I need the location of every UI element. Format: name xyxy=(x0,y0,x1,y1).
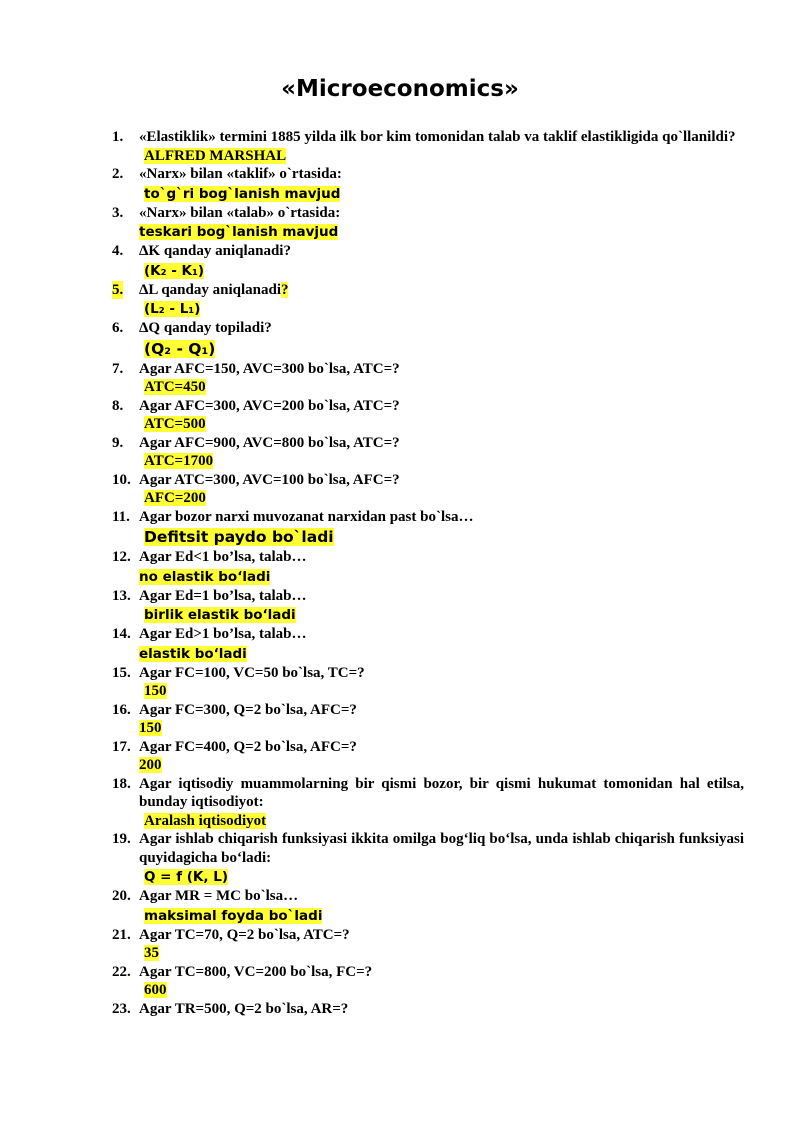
question-text: Agar bozor narxi muvozanat narxidan past bo`lsa… xyxy=(139,508,474,525)
item-number: 9. xyxy=(112,434,124,451)
question-list xyxy=(112,128,744,1018)
answer-text: 35 xyxy=(144,945,159,961)
answer-text: AFC=200 xyxy=(144,490,206,506)
list-item xyxy=(112,1000,744,1019)
answer-text: Aralash iqtisodiyot xyxy=(144,812,267,829)
item-number: 3. xyxy=(112,204,124,221)
item-number: 18. xyxy=(112,775,131,792)
question-text: «Elastiklik» termini 1885 yilda ilk bor kim tomonidan talab va taklif elastikligida qo`llanildi? xyxy=(139,129,736,145)
list-item xyxy=(112,664,744,701)
list-item xyxy=(112,165,744,204)
answer-text: to`g`ri bog`lanish mavjud xyxy=(144,185,341,202)
answer-text: ATC=450 xyxy=(144,379,206,395)
answer-text: birlik elastik bo‘ladi xyxy=(144,607,296,623)
question-text: Agar iqtisodiy muammolarning bir qismi bozor, bir qismi hukumat tomonidan hal etilsa, bunday iqtisodiyot: xyxy=(139,775,744,810)
answer-text: teskari bog`lanish mavjud xyxy=(139,224,339,240)
item-number: 1. xyxy=(112,129,124,145)
list-item xyxy=(112,204,744,243)
item-number: 16. xyxy=(112,701,131,718)
item-number: 11. xyxy=(112,508,130,525)
question-text: Agar TC=70, Q=2 bo`lsa, ATC=? xyxy=(139,926,350,943)
answer-text: 150 xyxy=(144,683,167,699)
answer-text: elastik bo‘ladi xyxy=(139,645,247,662)
page-title: «Microeconomics» xyxy=(281,76,519,102)
answer-text: (Q₂ - Q₁) xyxy=(144,339,216,358)
item-number: 5. xyxy=(112,281,124,298)
list-item xyxy=(112,434,744,471)
list-item xyxy=(112,887,744,926)
answer-text: no elastik bo‘ladi xyxy=(139,568,271,585)
list-item xyxy=(112,701,744,738)
item-number: 14. xyxy=(112,626,131,642)
list-item xyxy=(112,471,744,508)
item-number: 12. xyxy=(112,549,131,565)
list-item xyxy=(112,508,744,549)
answer-text: ATC=1700 xyxy=(144,453,214,469)
question-text: Agar AFC=150, AVC=300 bo`lsa, ATC=? xyxy=(139,360,400,377)
list-item xyxy=(112,281,744,320)
item-number: 22. xyxy=(112,963,131,980)
question-text: «Narx» bilan «taklif» o`rtasida: xyxy=(139,166,342,182)
answer-text: Defitsit paydo bo`ladi xyxy=(144,528,334,546)
list-item xyxy=(112,548,744,587)
answer-text: ATC=500 xyxy=(144,416,206,432)
question-text: Agar FC=300, Q=2 bo`lsa, AFC=? xyxy=(139,701,357,718)
item-number: 13. xyxy=(112,587,131,604)
list-item xyxy=(112,625,744,664)
question-text: Agar TR=500, Q=2 bo`lsa, AR=? xyxy=(139,1000,349,1017)
answer-text: 200 xyxy=(139,757,162,773)
item-number: 8. xyxy=(112,397,124,414)
question-text: «Narx» bilan «talab» o`rtasida: xyxy=(139,204,341,221)
list-item xyxy=(112,397,744,434)
question-text: Agar Ed<1 bo’lsa, talab… xyxy=(139,549,307,565)
item-number: 4. xyxy=(112,243,124,259)
list-item xyxy=(112,319,744,360)
list-item xyxy=(112,587,744,626)
answer-text: ALFRED MARSHAL xyxy=(144,147,287,164)
question-text: Agar FC=400, Q=2 bo`lsa, AFC=? xyxy=(139,738,357,755)
item-number: 21. xyxy=(112,926,131,943)
item-number: 10. xyxy=(112,471,131,488)
question-text: ΔK qanday aniqlanadi? xyxy=(139,243,291,259)
answer-text: (L₂ - L₁) xyxy=(144,301,201,317)
question-text: Agar Ed>1 bo’lsa, talab… xyxy=(139,626,307,642)
answer-text: maksimal foyda bo`ladi xyxy=(144,907,323,924)
item-number: 23. xyxy=(112,1000,131,1017)
answer-text: (K₂ - K₁) xyxy=(144,262,205,279)
item-number: 7. xyxy=(112,360,124,377)
question-mark-highlight: ? xyxy=(280,281,289,298)
question-text: Agar ishlab chiqarish funksiyasi ikkita omilga bog‘liq bo‘lsa, unda ishlab chiqarish funksiyasi quyidagicha bo‘ladi: xyxy=(139,831,744,866)
item-number: 19. xyxy=(112,831,131,847)
question-text: Agar FC=100, VC=50 bo`lsa, TC=? xyxy=(139,664,365,681)
list-item xyxy=(112,738,744,775)
question-text: Agar Ed=1 bo’lsa, talab… xyxy=(139,587,307,604)
item-number: 2. xyxy=(112,166,124,182)
question-text: Agar TC=800, VC=200 bo`lsa, FC=? xyxy=(139,963,373,980)
question-text: Agar AFC=900, AVC=800 bo`lsa, ATC=? xyxy=(139,434,400,451)
list-item xyxy=(112,775,744,831)
question-text: Agar ATC=300, AVC=100 bo`lsa, AFC=? xyxy=(139,471,400,488)
list-item xyxy=(112,128,744,165)
question-text: ΔQ qanday topiladi? xyxy=(139,320,272,336)
answer-text: 150 xyxy=(139,720,162,736)
list-item xyxy=(112,360,744,397)
item-number: 17. xyxy=(112,738,131,755)
answer-text: 600 xyxy=(144,982,167,998)
list-item xyxy=(112,926,744,963)
question-text: Agar MR = MC bo`lsa… xyxy=(139,888,299,904)
list-item xyxy=(112,963,744,1000)
item-number: 20. xyxy=(112,888,131,904)
answer-text: Q = f (K, L) xyxy=(144,869,228,885)
item-number: 6. xyxy=(112,320,124,336)
list-item xyxy=(112,242,744,281)
question-text: ΔL qanday aniqlanadi xyxy=(139,281,281,298)
question-text: Agar AFC=300, AVC=200 bo`lsa, ATC=? xyxy=(139,397,400,414)
list-item xyxy=(112,830,744,887)
item-number: 15. xyxy=(112,664,131,681)
